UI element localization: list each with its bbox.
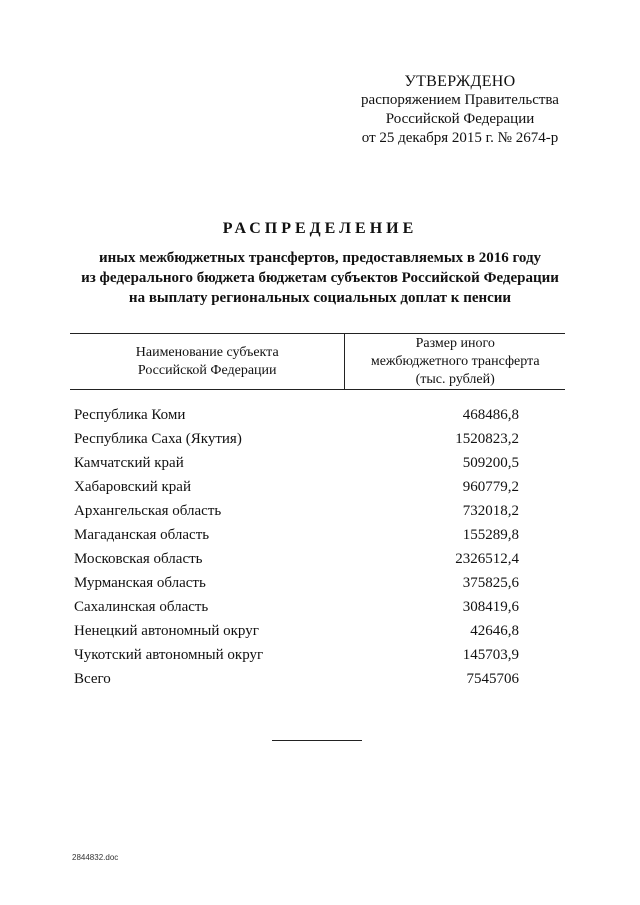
row-amount: 509200,5 [462, 454, 519, 471]
table-row [74, 523, 574, 547]
approval-line-1: распоряжением Правительства [361, 92, 559, 108]
table-body [74, 403, 574, 691]
document-subheading [40, 248, 600, 308]
row-subject: Сахалинская область [74, 598, 209, 615]
approval-stamp [340, 72, 580, 148]
row-amount: 155289,8 [462, 526, 519, 543]
row-subject: Чукотский автономный округ [74, 646, 264, 663]
subheading-line-2: из федерального бюджета бюджетам субъектов Российской Федерации [81, 270, 559, 286]
document-heading: РАСПРЕДЕЛЕНИЕ [222, 220, 418, 237]
row-subject: Хабаровский край [74, 478, 191, 495]
table-row-total [74, 667, 574, 691]
table-header [70, 333, 565, 390]
table-row [74, 595, 574, 619]
row-amount: 375825,6 [462, 574, 519, 591]
table-row [74, 619, 574, 643]
table-row [74, 475, 574, 499]
table-row [74, 499, 574, 523]
row-amount: 145703,9 [462, 646, 519, 663]
document-title-block [40, 220, 600, 308]
row-amount: 468486,8 [462, 406, 519, 423]
table-row [74, 427, 574, 451]
row-subject: Камчатский край [74, 454, 184, 471]
header-subject-name [70, 334, 345, 389]
approval-line-3: от 25 декабря 2015 г. № 2674-р [361, 130, 559, 146]
header-amount-line-2: межбюджетного трансферта [370, 353, 540, 369]
table-row [74, 643, 574, 667]
table-row [74, 403, 574, 427]
row-amount: 42646,8 [470, 622, 519, 639]
row-amount: 308419,6 [462, 598, 519, 615]
header-subject-line-2: Российской Федерации [137, 362, 277, 378]
row-amount: 732018,2 [462, 502, 519, 519]
row-subject: Республика Саха (Якутия) [74, 430, 242, 447]
table-row [74, 571, 574, 595]
row-amount: 960779,2 [462, 478, 519, 495]
table-row [74, 547, 574, 571]
subheading-line-1: иных межбюджетных трансфертов, предоставляемых в 2016 году [98, 250, 542, 266]
approval-title: УТВЕРЖДЕНО [404, 73, 516, 90]
table-row [74, 451, 574, 475]
row-subject: Московская область [74, 550, 203, 567]
header-transfer-amount [345, 334, 565, 389]
closing-divider [272, 740, 362, 741]
row-subject: Магаданская область [74, 526, 210, 543]
row-subject: Мурманская область [74, 574, 206, 591]
row-amount: 2326512,4 [455, 550, 519, 567]
row-subject: Ненецкий автономный округ [74, 622, 259, 639]
header-amount-line-1: Размер иного [415, 335, 495, 351]
header-subject-line-1: Наименование субъекта [135, 344, 279, 360]
footer-doc-id: 2844832.doc [72, 853, 119, 862]
header-amount-line-3: (тыс. рублей) [415, 371, 495, 387]
row-subject: Архангельская область [74, 502, 222, 519]
row-subject: Всего [74, 670, 111, 687]
approval-line-2: Российской Федерации [385, 111, 535, 127]
row-amount: 7545706 [466, 670, 519, 687]
row-amount: 1520823,2 [455, 430, 519, 447]
subheading-line-3: на выплату региональных социальных доплат к пенсии [128, 290, 512, 306]
row-subject: Республика Коми [74, 406, 186, 423]
